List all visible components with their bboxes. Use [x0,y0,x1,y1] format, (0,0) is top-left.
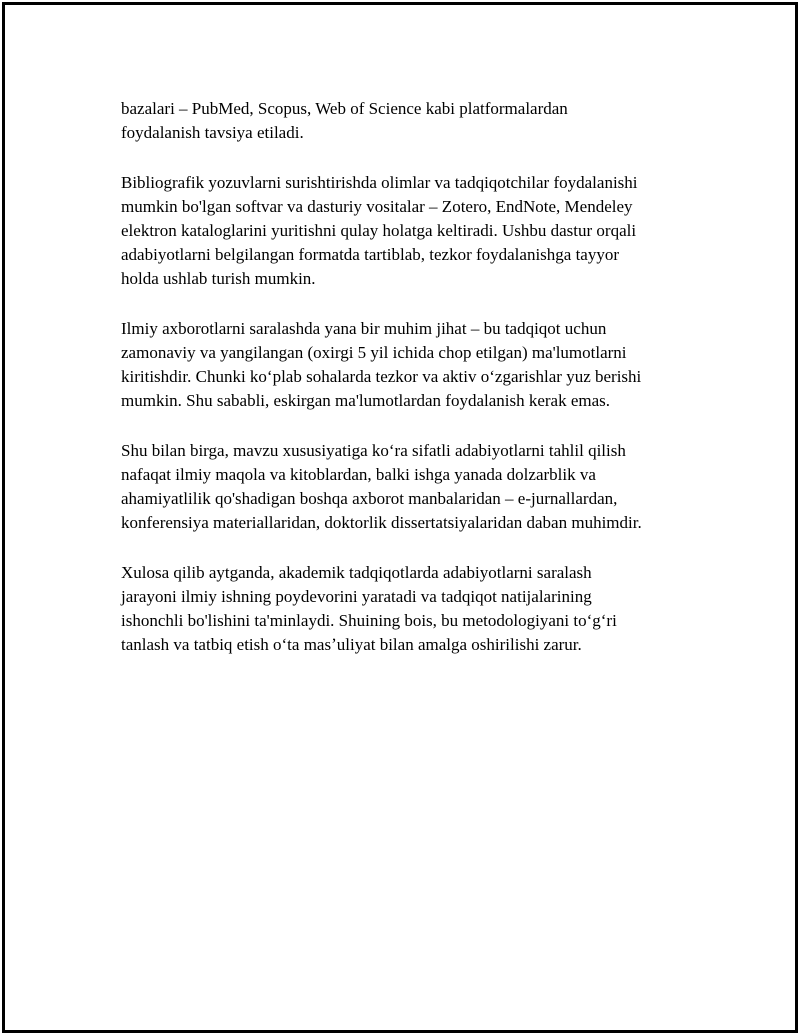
page-frame [2,2,798,1033]
paragraph-databases: bazalari – PubMed, Scopus, Web of Science kabi platformalardan foydalanish tavsiya etiladi. [121,99,568,142]
document-body [121,97,711,683]
paragraph-reference-software: Bibliografik yozuvlarni surishtirishda olimlar va tadqiqotchilar foydalanishi mumkin bo'lgan softvar va dasturiy vositalar – Zotero, EndNote, Mendeley elektron kataloglarini yuritishni qulay holatga keltiradi. Ushbu dastur orqali adabiyotlarni belgilangan formatda tartiblab, tezkor foydalanishga tayyor holda ushlab turish mumkin. [121,173,638,288]
paragraph-conclusion: Xulosa qilib aytganda, akademik tadqiqotlarda adabiyotlarni saralash jarayoni ilmiy ishning poydevorini yaratadi va tadqiqot natijalarining ishonchli bo'lishini ta'minlaydi. Shuining bois, bu metodologiyani toʻgʻri tanlash va tatbiq etish oʻta masʼuliyat bilan amalga oshirilishi zarur. [121,563,617,654]
paragraph-recent-information: Ilmiy axborotlarni saralashda yana bir muhim jihat – bu tadqiqot uchun zamonaviy va yangilangan (oxirgi 5 yil ichida chop etilgan) ma'lumotlarni kiritishdir. Chunki koʻplab sohalarda tezkor va aktiv oʻzgarishlar yuz berishi mumkin. Shu sababli, eskirgan ma'lumotlardan foydalanish kerak emas. [121,319,642,410]
paragraph-source-types: Shu bilan birga, mavzu xususiyatiga koʻra sifatli adabiyotlarni tahlil qilish nafaqat ilmiy maqola va kitoblardan, balki ishga yanada dolzarblik va ahamiyatlilik qo'shadigan boshqa axborot manbalaridan – e-jurnallardan, konferensiya materiallaridan, doktorlik dissertatsiyalaridan daban muhimdir. [121,441,642,532]
